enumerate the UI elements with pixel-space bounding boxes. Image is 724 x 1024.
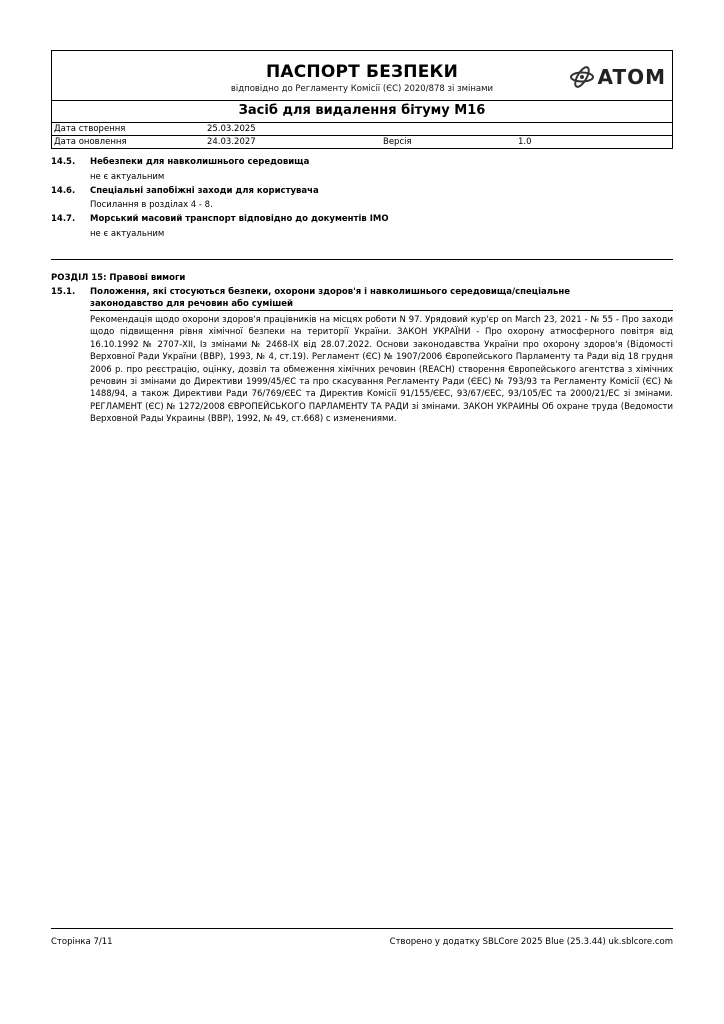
updated-value: 24.03.2027	[207, 137, 256, 147]
section-divider	[51, 259, 673, 260]
meta-table	[51, 123, 673, 149]
section-title-line2: законодавство для речовин або сумішей	[90, 299, 293, 309]
version-value: 1.0	[518, 137, 532, 147]
section-text: не є актуальним	[90, 229, 165, 239]
created-with-text: Створено у додатку SBLCore 2025 Blue (25.3.44) uk.sblcore.com	[389, 937, 673, 947]
logo-text: ATOM	[597, 65, 666, 89]
version-label: Версія	[383, 137, 412, 147]
footer-divider	[51, 928, 673, 929]
section-title: Морський масовий транспорт відповідно до документів IMO	[90, 214, 389, 224]
legal-text-paragraph: Рекомендація щодо охорони здоров'я працівників на місцях роботи N 97. Урядовий кур'єр on March 23, 2021 - № 55 - Про заходи щодо підвищення рівня хімічної безпеки на території України. ЗАКОН УКРАЇНИ - Про охорону атмосферного повітря від 16.10.1992 № 2707-XII, Із змінами № 2468-IX від 28.07.2022. Основи законодавства України про охорону здоров'я (Відомості Верховної Ради України (ВВР), 1993, № 4, ст.19). Регламент (ЄС) № 1907/2006 Європейського Парламенту та Ради від 18 грудня 2006 р. про реєстрацію, оцінку, дозвіл та обмеження хімічних речовин (REACH) створення Європейського агентства з хімічних речовин зі змінами до Директиви 1999/45/ЄС та про скасування Регламенту Ради (ЄЕС) № 793/93 та Регламенту Комісії (ЄС) № 1488/94, а також Директиви Ради 76/769/ЄЕС та Директив Комісії 91/155/ЄЕС, 93/67/ЄЕС, 93/105/ЕС та 2000/21/ЕС зі змінами. РЕГЛАМЕНТ (ЄС) № 1272/2008 ЄВРОПЕЙСЬКОГО ПАРЛАМЕНТУ ТА РАДИ зі змінами. ЗАКОН УКРАИНЫ Об охране труда (Ведомости Верховной Рады Украины (ВВР), 1992, № 49, ст.668) с изменениями.	[90, 315, 673, 425]
section-number: 15.1.	[51, 287, 76, 297]
section-title-line1: Положення, які стосуються безпеки, охорони здоров'я і навколишнього середовища/спеціальне	[90, 287, 570, 297]
updated-label: Дата оновлення	[54, 137, 127, 147]
section-text: не є актуальним	[90, 172, 165, 182]
section-title: Спеціальні запобіжні заходи для користувача	[90, 186, 319, 196]
document-title: ПАСПОРТ БЕЗПЕКИ	[265, 62, 459, 82]
created-label: Дата створення	[54, 124, 126, 134]
title-underline	[90, 310, 673, 311]
product-name: Засіб для видалення бітуму М16	[238, 103, 486, 118]
created-value: 25.03.2025	[207, 124, 256, 134]
document-header	[51, 50, 673, 123]
meta-row-updated	[51, 136, 673, 149]
section-title: Небезпеки для навколишнього середовища	[90, 157, 310, 167]
section-text: Посилання в розділах 4 - 8.	[90, 200, 213, 210]
regulation-subtitle: відповідно до Регламенту Комісії (ЄС) 2020/878 зі змінами	[230, 84, 494, 94]
section-number: 14.7.	[51, 214, 76, 224]
meta-row-created	[51, 123, 673, 136]
section-number: 14.5.	[51, 157, 76, 167]
atom-logo-icon	[569, 65, 595, 89]
page-number: Сторінка 7/11	[51, 937, 113, 947]
section-number: 14.6.	[51, 186, 76, 196]
section-heading: РОЗДІЛ 15: Правові вимоги	[51, 273, 186, 283]
header-divider	[52, 100, 672, 101]
company-logo	[569, 64, 666, 90]
